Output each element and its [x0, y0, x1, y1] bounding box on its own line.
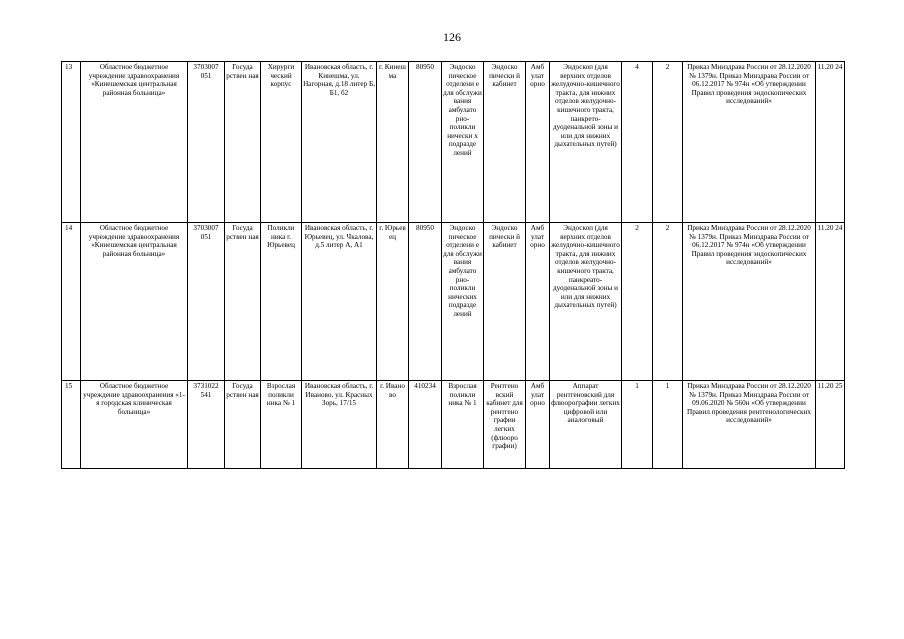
institution-cell: Областное бюджетное учреждение здравоохранения «1-я городская клиническая больница»	[81, 381, 188, 469]
quantity-required-cell: 1	[653, 381, 683, 469]
order-cell: Приказ Минздрава России от 28.12.2020 № 1379н. Приказ Минздрава России от 06.12.2017 № 974н «Об утверждении Правил проведения эндоскопических исследований»	[683, 62, 816, 223]
row-number: 14	[62, 223, 81, 381]
date-cell: 11.20 24	[816, 223, 845, 381]
equipment-cell: Аппарат рентгеновский для флюорографии легких цифровой или аналоговый	[550, 381, 622, 469]
index-cell: 80950	[409, 62, 442, 223]
institution-cell: Областное бюджетное учреждение здравоохранения «Кинешемская центральная районная больница»	[81, 223, 188, 381]
page-number: 126	[443, 30, 461, 44]
city-cell: г. Ивано во	[377, 381, 409, 469]
row-number: 15	[62, 381, 81, 469]
city-cell: г. Юрьев ец	[377, 223, 409, 381]
order-cell: Приказ Минздрава России от 28.12.2020 № 1379н. Приказ Минздрава России от 06.12.2017 № 974н «Об утверждении Правил проведения эндоскопических исследований»	[683, 223, 816, 381]
row-number: 13	[62, 62, 81, 223]
date-cell: 11.20 25	[816, 381, 845, 469]
order-cell: Приказ Минздрава России от 28.12.2020 № 1379н. Приказ Минздрава России от 09.06.2020 № 560н «Об утверждении Правил проведения рентгенологических исследований»	[683, 381, 816, 469]
building-cell: Хирурги ческий корпус	[261, 62, 302, 223]
date-cell: 11.20 24	[816, 62, 845, 223]
city-cell: г. Кинеш ма	[377, 62, 409, 223]
room-cell: Эндоско пически й кабинет	[484, 223, 526, 381]
table-row	[62, 381, 845, 469]
equipment-cell: Эндоскоп (для верхних отделов желудочно-кишечного тракта, для нижних отделов желудочно-кишечного тракта, панкреато-дуоденальной зоны и или для нижних дыхательных путей)	[550, 223, 622, 381]
code-cell: 3731022 541	[188, 381, 225, 469]
quantity-cell: 4	[622, 62, 653, 223]
quantity-required-cell: 2	[653, 62, 683, 223]
institution-cell: Областное бюджетное учреждение здравоохранения «Кинешемская центральная районная больница»	[81, 62, 188, 223]
building-cell: Поликли ника г. Юрьевец	[261, 223, 302, 381]
unit-cell: Эндоско пическое отделени е для обслужи вания амбулато рно-поликли нически х подразде лений	[442, 62, 484, 223]
code-cell: 3703007 051	[188, 223, 225, 381]
unit-cell: Эндоско пическое отделени е для обслужи вания амбулато рно-поликли нических подразде лений	[442, 223, 484, 381]
ownership-cell: Госуда рствен ная	[225, 62, 261, 223]
ownership-cell: Госуда рствен ная	[225, 381, 261, 469]
table-row	[62, 62, 845, 223]
care-type-cell: Амб улат орно	[526, 223, 550, 381]
room-cell: Рентгено вский кабинет для рентгено графии легких (флюоро графии)	[484, 381, 526, 469]
registry-table	[61, 61, 845, 469]
building-cell: Взрослая поликли ника № 1	[261, 381, 302, 469]
care-type-cell: Амб улат орно	[526, 62, 550, 223]
ownership-cell: Госуда рствен ная	[225, 223, 261, 381]
quantity-cell: 1	[622, 381, 653, 469]
code-cell: 3703007 051	[188, 62, 225, 223]
index-cell: 410234	[409, 381, 442, 469]
unit-cell: Взрослая поликли ника № 1	[442, 381, 484, 469]
quantity-cell: 2	[622, 223, 653, 381]
address-cell: Ивановская область, г. Юрьевец, ул. Чкалова, д.5 литер А, А1	[302, 223, 377, 381]
quantity-required-cell: 2	[653, 223, 683, 381]
address-cell: Ивановская область, г. Кинешма, ул. Нагорная, д.18 литер Б, Б1, б2	[302, 62, 377, 223]
equipment-cell: Эндоскоп (для верхних отделов желудочно-кишечного тракта, для нижних отделов желудочно-кишечного тракта, панкрето-дуоденальной зоны и или для нижних дыхательных путей)	[550, 62, 622, 223]
table-row	[62, 223, 845, 381]
room-cell: Эндоско пически й кабинет	[484, 62, 526, 223]
care-type-cell: Амб улат орно	[526, 381, 550, 469]
index-cell: 80950	[409, 223, 442, 381]
address-cell: Ивановская область, г. Иваново, ул. Красных Зорь, 17/15	[302, 381, 377, 469]
